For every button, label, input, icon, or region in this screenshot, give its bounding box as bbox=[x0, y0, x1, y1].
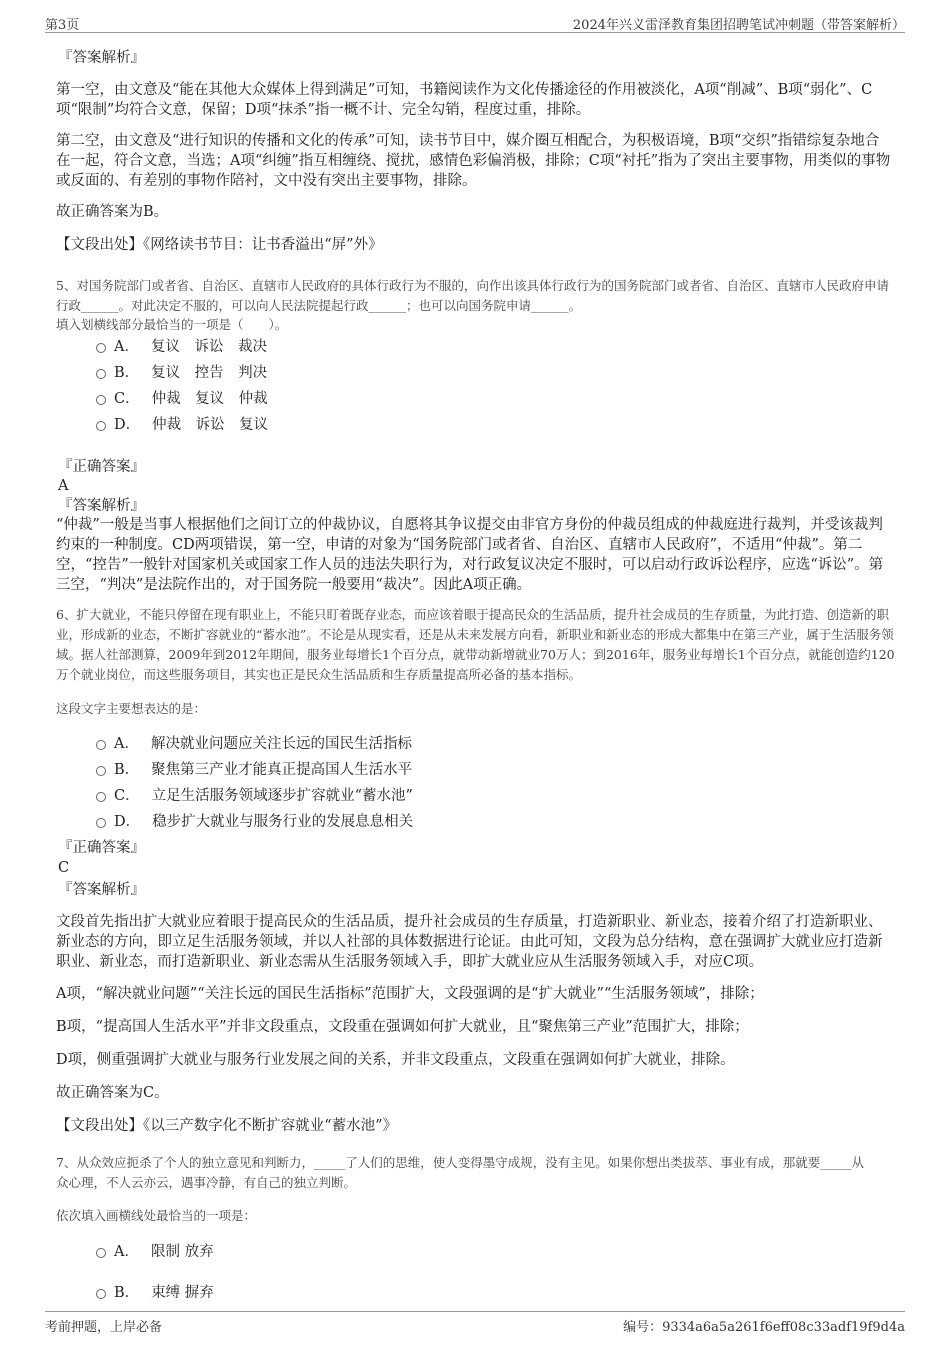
q4-analysis-para1: 第一空，由文意及“能在其他大众媒体上得到满足”可知，书籍阅读作为文化传播途径的作用被淡化，A项“削减”、B项“弱化”、C项“限制”均符合文意，保留；D项“抹杀”指一概不计、完全勾销，程度过重，排除。 bbox=[56, 82, 873, 118]
q5-option-d[interactable]: D． 仲裁 诉讼 复议 bbox=[96, 415, 268, 435]
q5-answer-label: 『正确答案』 bbox=[58, 459, 145, 475]
q4-analysis-label: 『答案解析』 bbox=[58, 50, 145, 66]
q5-prompt: 填入划横线部分最恰当的一项是（ ）。 bbox=[56, 317, 288, 332]
radio-icon[interactable] bbox=[96, 1289, 106, 1299]
q6-source: 【文段出处】《以三产数字化不断扩容就业“蓄水池”》 bbox=[56, 1118, 398, 1134]
page-footer bbox=[45, 1311, 905, 1334]
q6-option-d[interactable]: D． 稳步扩大就业与服务行业的发展息息相关 bbox=[96, 812, 413, 832]
q6-option-b[interactable]: B． 聚焦第三产业才能真正提高国人生活水平 bbox=[96, 760, 412, 780]
q6-analysis-2: A项，“解决就业问题”“关注长远的国民生活指标”范围扩大，文段强调的是“扩大就业”“生活服务领域”，排除； bbox=[56, 986, 764, 1002]
page-number: 第3页 bbox=[45, 18, 80, 33]
q5-answer: A bbox=[58, 478, 69, 494]
q5-option-c[interactable]: C． 仲裁 复议 仲裁 bbox=[96, 389, 268, 409]
radio-icon[interactable] bbox=[96, 421, 106, 431]
q5-analysis-label: 『答案解析』 bbox=[58, 498, 145, 514]
radio-icon[interactable] bbox=[96, 818, 106, 828]
q4-analysis-para2: 第二空，由文意及“进行知识的传播和文化的传承”可知，读书节目中，媒介圈互相配合，为积极语境，B项“交织”指错综复杂地合在一起，符合文意，当选；A项“纠缠”指互相缠绕、搅扰，感情色彩偏消极，排除；C项“衬托”指为了突出主要事物，用类似的事物或反面的、有差别的事物作陪衬，文中没有突出主要事物，排除。 bbox=[56, 133, 891, 189]
q7-option-b[interactable]: B． 束缚 摒弃 bbox=[96, 1283, 214, 1303]
q6-option-a[interactable]: A． 解决就业问题应关注长远的国民生活指标 bbox=[96, 734, 412, 754]
q6-conclusion: 故正确答案为C。 bbox=[56, 1085, 169, 1101]
q6-stem: 6、扩大就业，不能只停留在现有职业上，不能只盯着既存业态，而应该着眼于提高民众的生活品质，提升社会成员的生存质量，为此打造、创造新的职业，形成新的业态，不断扩容就业的“蓄水池”。不论是从现实看，还是从未来发展方向看，新职业和新业态的形成大都集中在第三产业，属于生活服务领域。据人社部测算，2009年到2012年期间，服务业每增长1个百分点，就带动新增就业70万人；到2016年，服务业每增长1个百分点，就能创造约120万个就业岗位，而这些服务项目，其实也正是民众生活品质和生存质量提高所必备的基本指标。 bbox=[56, 607, 895, 682]
q5-analysis: “仲裁”一般是当事人根据他们之间订立的仲裁协议，自愿将其争议提交由非官方身份的仲裁员组成的仲裁庭进行裁判，并受该裁判约束的一种制度。CD两项错误，第一空，申请的对象为“国务院部门或者省、自治区、直辖市人民政府”，不适用“仲裁”。第二空，“控告”一般针对国家机关或国家工作人员的违法失职行为，对行政复议决定不服时，可以启动行政诉讼程序，应选“诉讼”。第三空，“判决”是法院作出的，对于国务院一般要用“裁决”。因此A项正确。 bbox=[56, 517, 884, 593]
page-header bbox=[45, 10, 905, 33]
radio-icon[interactable] bbox=[96, 740, 106, 750]
q7-prompt: 依次填入画横线处最恰当的一项是： bbox=[56, 1208, 257, 1223]
footer-slogan: 考前押题，上岸必备 bbox=[45, 1320, 163, 1335]
document-title: 2024年兴义雷泽教育集团招聘笔试冲刺题（带答案解析） bbox=[572, 18, 905, 33]
q6-analysis-label: 『答案解析』 bbox=[58, 882, 145, 898]
radio-icon[interactable] bbox=[96, 343, 106, 353]
radio-icon[interactable] bbox=[96, 369, 106, 379]
q6-answer: C bbox=[58, 860, 70, 876]
radio-icon[interactable] bbox=[96, 766, 106, 776]
q4-source: 【文段出处】《网络读书节目：让书香溢出“屏”外》 bbox=[56, 237, 383, 253]
radio-icon[interactable] bbox=[96, 395, 106, 405]
q5-option-a[interactable]: A． 复议 诉讼 裁决 bbox=[96, 337, 267, 357]
q4-conclusion: 故正确答案为B。 bbox=[56, 204, 169, 220]
q6-analysis-1: 文段首先指出扩大就业应着眼于提高民众的生活品质，提升社会成员的生存质量，打造新职业、新业态，接着介绍了打造新职业、新业态的方向，即立足生活服务领域，并以人社部的具体数据进行论证。由此可知，文段为总分结构，意在强调扩大就业应打造新职业、新业态，而打造新职业、新业态需从生活服务领域入手，即扩大就业应从生活服务领域入手，对应C项。 bbox=[56, 914, 883, 970]
q6-prompt: 这段文字主要想表达的是： bbox=[56, 701, 207, 716]
radio-icon[interactable] bbox=[96, 792, 106, 802]
q6-analysis-4: D项，侧重强调扩大就业与服务行业发展之间的关系，并非文段重点，文段重在强调如何扩大就业，排除。 bbox=[56, 1052, 735, 1068]
q5-option-b[interactable]: B． 复议 控告 判决 bbox=[96, 363, 267, 383]
q7-stem: 7、从众效应扼杀了个人的独立意见和判断力，_____了人们的思维，使人变得墨守成规，没有主见。如果你想出类拔萃、事业有成，那就要_____从众心理，不人云亦云，遇事冷静，有自己的独立判断。 bbox=[56, 1155, 864, 1190]
radio-icon[interactable] bbox=[96, 1248, 106, 1258]
document-code: 编号：9334a6a5a261f6eff08c33adf19f9d4a bbox=[623, 1320, 905, 1335]
q6-option-c[interactable]: C． 立足生活服务领域逐步扩容就业“蓄水池” bbox=[96, 786, 413, 806]
q6-answer-label: 『正确答案』 bbox=[58, 840, 145, 856]
q7-option-a[interactable]: A． 限制 放弃 bbox=[96, 1242, 214, 1262]
q5-stem: 5、对国务院部门或者省、自治区、直辖市人民政府的具体行政行为不服的，向作出该具体行政行为的国务院部门或者省、自治区、直辖市人民政府申请行政______。对此决定不服的，可以向人民法院提起行政______；也可以向国务院申请______。 bbox=[56, 278, 889, 313]
q6-analysis-3: B项，“提高国人生活水平”并非文段重点，文段重在强调如何扩大就业，且“聚焦第三产业”范围扩大，排除； bbox=[56, 1019, 749, 1035]
